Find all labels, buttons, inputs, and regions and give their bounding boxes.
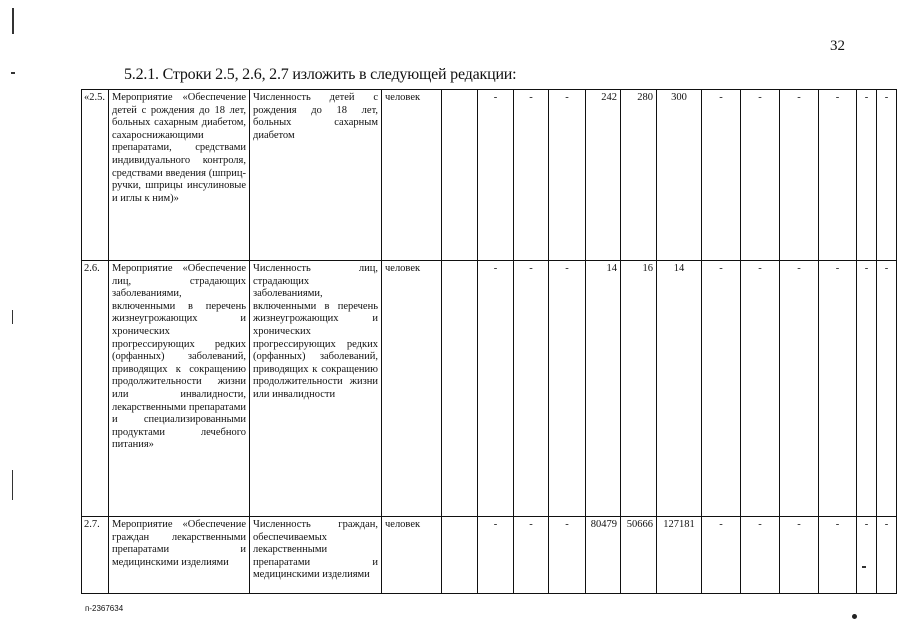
scan-mark [11,72,15,74]
value-cell: - [857,517,877,594]
table-row [82,261,897,517]
indicators-table [81,89,897,594]
unit-cell: человек [382,517,442,594]
value-cell: - [478,90,514,261]
value-cell: 242 [586,90,621,261]
value-cell: - [819,517,857,594]
value-cell: 50666 [621,517,657,594]
value-cell: 300 [657,90,702,261]
value-cell: 14 [586,261,621,517]
value-cell: - [877,90,897,261]
value-cell: - [478,517,514,594]
value-cell [442,90,478,261]
value-cell: - [478,261,514,517]
document-code: п-2367634 [85,604,124,613]
value-cell: - [780,517,819,594]
value-cell: - [514,517,549,594]
section-heading: 5.2.1. Строки 2.5, 2.6, 2.7 изложить в следующей редакции: [124,66,517,83]
row-number: «2.5. [82,90,109,261]
unit-cell: человек [382,261,442,517]
value-cell: 280 [621,90,657,261]
event-cell: Мероприятие «Обеспечение лиц, страдающих заболеваниями, включенными в перечень жизнеугрожающих и хронических прогрессирующих редких (орфанных) заболеваний, приводящих к сокращению продолжительности жизни или инвалидности, лекарственными препаратами и специализированными продуктами лечебного питания» [109,261,250,517]
scan-dot [852,614,857,619]
value-cell: - [877,517,897,594]
value-cell: - [549,517,586,594]
value-cell: - [780,90,819,261]
table-row [82,90,897,261]
value-cell: - [857,90,877,261]
table-row [82,517,897,594]
value-cell: - [549,261,586,517]
value-cell: - [741,261,780,517]
value-cell: - [819,90,857,261]
value-cell: 14 [657,261,702,517]
scan-mark [12,310,13,324]
value-cell: 16 [621,261,657,517]
event-cell: Мероприятие «Обеспечение детей с рождения до 18 лет, больных сахарным диабетом, сахароснижающими препаратами, средствами индивидуального контроля, средствами введения (шприц-ручки, шприцы инсулиновые и иглы к ним)» [109,90,250,261]
scan-mark [12,8,14,34]
value-cell: - [741,517,780,594]
row-number: 2.7. [82,517,109,594]
row-number: 2.6. [82,261,109,517]
indicator-cell: Численность лиц, страдающих заболеваниями, включенными в перечень жизнеугрожающих и хронических прогрессирующих редких (орфанных) заболеваний, приводящих к сокращению продолжительности жизни или инвалидности [250,261,382,517]
value-cell: - [702,261,741,517]
value-cell: - [702,517,741,594]
value-cell: - [780,261,819,517]
value-cell: - [857,261,877,517]
value-cell [442,261,478,517]
unit-cell: человек [382,90,442,261]
value-cell: - [877,261,897,517]
indicator-cell: Численность детей с рождения до 18 лет, больных сахарным диабетом [250,90,382,261]
value-cell: - [549,90,586,261]
value-cell: - [741,90,780,261]
value-cell: 80479 [586,517,621,594]
scan-mark [12,470,13,500]
value-cell: - [819,261,857,517]
page-number: 32 [830,38,845,54]
value-cell: - [702,90,741,261]
value-cell: 127181 [657,517,702,594]
event-cell: Мероприятие «Обеспечение граждан лекарственными препаратами и медицинскими изделиями [109,517,250,594]
value-cell: - [514,261,549,517]
value-cell: - [514,90,549,261]
scan-mark [862,566,866,568]
value-cell [442,517,478,594]
indicator-cell: Численность граждан, обеспечиваемых лекарственными препаратами и медицинскими изделиями [250,517,382,594]
